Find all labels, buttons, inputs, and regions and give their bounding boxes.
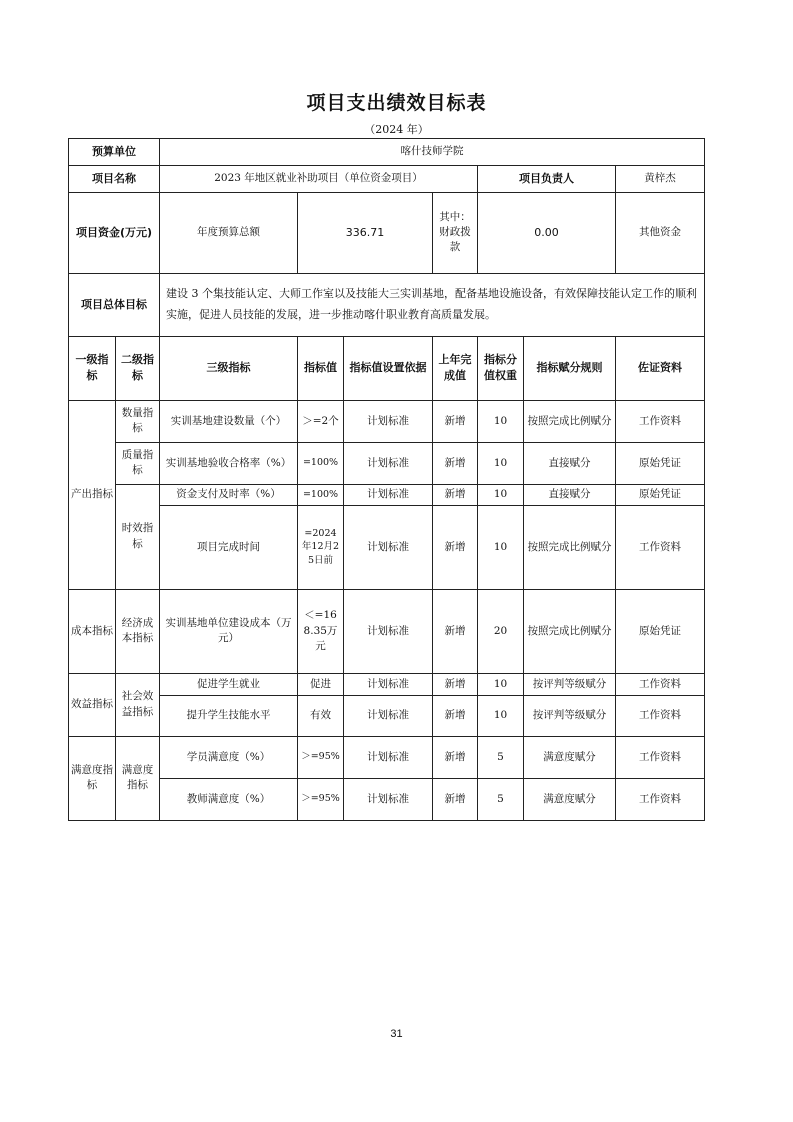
group-economic-cost: 经济成本指标	[116, 589, 160, 673]
indicator-last: 新增	[433, 484, 478, 505]
indicator-value: =100%	[298, 442, 344, 484]
indicator-weight: 10	[478, 695, 524, 736]
table-row	[69, 736, 705, 778]
table-row	[69, 589, 705, 673]
unit-value: 喀什技师学院	[160, 139, 705, 166]
table-row	[69, 400, 705, 442]
header-value: 指标值	[298, 336, 344, 400]
unit-row	[69, 139, 705, 166]
indicator-rule: 按照完成比例赋分	[524, 589, 616, 673]
indicator-evidence: 工作资料	[616, 778, 705, 820]
indicator-evidence: 原始凭证	[616, 484, 705, 505]
indicator-weight: 10	[478, 484, 524, 505]
indicator-last: 新增	[433, 505, 478, 589]
goal-row	[69, 273, 705, 336]
indicator-weight: 5	[478, 778, 524, 820]
header-row	[69, 336, 705, 400]
group-benefit: 效益指标	[69, 673, 116, 736]
table-row	[69, 484, 705, 505]
annual-budget-value: 336.71	[298, 193, 433, 274]
indicator-basis: 计划标准	[344, 505, 433, 589]
indicator-value: ＞=2个	[298, 400, 344, 442]
goal-text: 建设 3 个集技能认定、大师工作室以及技能大三实训基地，配备基地设施设备，有效保障技能认定工作的顺利实施，促进人员技能的发展，进一步推动喀什职业教育高质量发展。	[160, 273, 705, 336]
page-number: 31	[390, 1028, 403, 1040]
group-timeliness: 时效指标	[116, 484, 160, 589]
indicator-last: 新增	[433, 778, 478, 820]
group-output: 产出指标	[69, 400, 116, 589]
header-weight: 指标分值权重	[478, 336, 524, 400]
indicator-weight: 20	[478, 589, 524, 673]
indicator-name: 教师满意度（%）	[160, 778, 298, 820]
funds-row	[69, 193, 705, 274]
indicator-last: 新增	[433, 442, 478, 484]
fiscal-label: 其中：财政拨款	[433, 193, 478, 274]
indicator-evidence: 原始凭证	[616, 442, 705, 484]
group-cost: 成本指标	[69, 589, 116, 673]
indicator-value: 促进	[298, 673, 344, 695]
indicator-evidence: 工作资料	[616, 505, 705, 589]
indicator-name: 实训基地建设数量（个）	[160, 400, 298, 442]
indicator-value: ＞=95%	[298, 736, 344, 778]
group-quality: 质量指标	[116, 442, 160, 484]
table-row	[69, 673, 705, 695]
indicator-last: 新增	[433, 589, 478, 673]
performance-table	[68, 138, 705, 821]
indicator-rule: 按评判等级赋分	[524, 695, 616, 736]
indicator-weight: 10	[478, 400, 524, 442]
indicator-weight: 10	[478, 505, 524, 589]
indicator-last: 新增	[433, 673, 478, 695]
indicator-evidence: 原始凭证	[616, 589, 705, 673]
indicator-value: ＜=168.35万元	[298, 589, 344, 673]
leader-value: 黄梓杰	[616, 166, 705, 193]
project-name-value: 2023 年地区就业补助项目（单位资金项目）	[160, 166, 478, 193]
indicator-name: 实训基地验收合格率（%）	[160, 442, 298, 484]
indicator-name: 资金支付及时率（%）	[160, 484, 298, 505]
annual-budget-label: 年度预算总额	[160, 193, 298, 274]
project-name-label: 项目名称	[69, 166, 160, 193]
indicator-basis: 计划标准	[344, 673, 433, 695]
unit-label: 预算单位	[69, 139, 160, 166]
header-rule: 指标赋分规则	[524, 336, 616, 400]
goal-label: 项目总体目标	[69, 273, 160, 336]
indicator-name: 实训基地单位建设成本（万元）	[160, 589, 298, 673]
fiscal-value: 0.00	[478, 193, 616, 274]
indicator-name: 促进学生就业	[160, 673, 298, 695]
indicator-rule: 按照完成比例赋分	[524, 400, 616, 442]
table-row	[69, 505, 705, 589]
indicator-value: =100%	[298, 484, 344, 505]
header-last-year: 上年完成值	[433, 336, 478, 400]
other-funds-label: 其他资金	[616, 193, 705, 274]
indicator-rule: 直接赋分	[524, 442, 616, 484]
indicator-rule: 直接赋分	[524, 484, 616, 505]
indicator-basis: 计划标准	[344, 736, 433, 778]
indicator-evidence: 工作资料	[616, 695, 705, 736]
indicator-last: 新增	[433, 400, 478, 442]
header-level2: 二级指标	[116, 336, 160, 400]
indicator-rule: 按评判等级赋分	[524, 673, 616, 695]
indicator-evidence: 工作资料	[616, 736, 705, 778]
funds-label: 项目资金(万元)	[69, 193, 160, 274]
indicator-name: 学员满意度（%）	[160, 736, 298, 778]
indicator-basis: 计划标准	[344, 778, 433, 820]
page-title: 项目支出绩效目标表	[306, 92, 487, 114]
indicator-basis: 计划标准	[344, 400, 433, 442]
header-level3: 三级指标	[160, 336, 298, 400]
indicator-rule: 满意度赋分	[524, 736, 616, 778]
group-satisfaction-sub: 满意度指标	[116, 736, 160, 820]
indicator-last: 新增	[433, 695, 478, 736]
indicator-value: =2024年12月25日前	[298, 505, 344, 589]
indicator-name: 提升学生技能水平	[160, 695, 298, 736]
indicator-weight: 10	[478, 442, 524, 484]
header-basis: 指标值设置依据	[344, 336, 433, 400]
header-evidence: 佐证资料	[616, 336, 705, 400]
indicator-evidence: 工作资料	[616, 673, 705, 695]
group-quantity: 数量指标	[116, 400, 160, 442]
group-social-benefit: 社会效益指标	[116, 673, 160, 736]
header-level1: 一级指标	[69, 336, 116, 400]
indicator-evidence: 工作资料	[616, 400, 705, 442]
indicator-rule: 满意度赋分	[524, 778, 616, 820]
indicator-basis: 计划标准	[344, 484, 433, 505]
indicator-basis: 计划标准	[344, 589, 433, 673]
year-label: （2024 年）	[364, 123, 429, 136]
indicator-weight: 5	[478, 736, 524, 778]
table-row	[69, 778, 705, 820]
indicator-value: ＞=95%	[298, 778, 344, 820]
table-row	[69, 695, 705, 736]
table-row	[69, 442, 705, 484]
indicator-basis: 计划标准	[344, 442, 433, 484]
indicator-value: 有效	[298, 695, 344, 736]
indicator-last: 新增	[433, 736, 478, 778]
project-name-row	[69, 166, 705, 193]
group-satisfaction: 满意度指标	[69, 736, 116, 820]
indicator-basis: 计划标准	[344, 695, 433, 736]
indicator-name: 项目完成时间	[160, 505, 298, 589]
indicator-rule: 按照完成比例赋分	[524, 505, 616, 589]
leader-label: 项目负责人	[478, 166, 616, 193]
indicator-weight: 10	[478, 673, 524, 695]
